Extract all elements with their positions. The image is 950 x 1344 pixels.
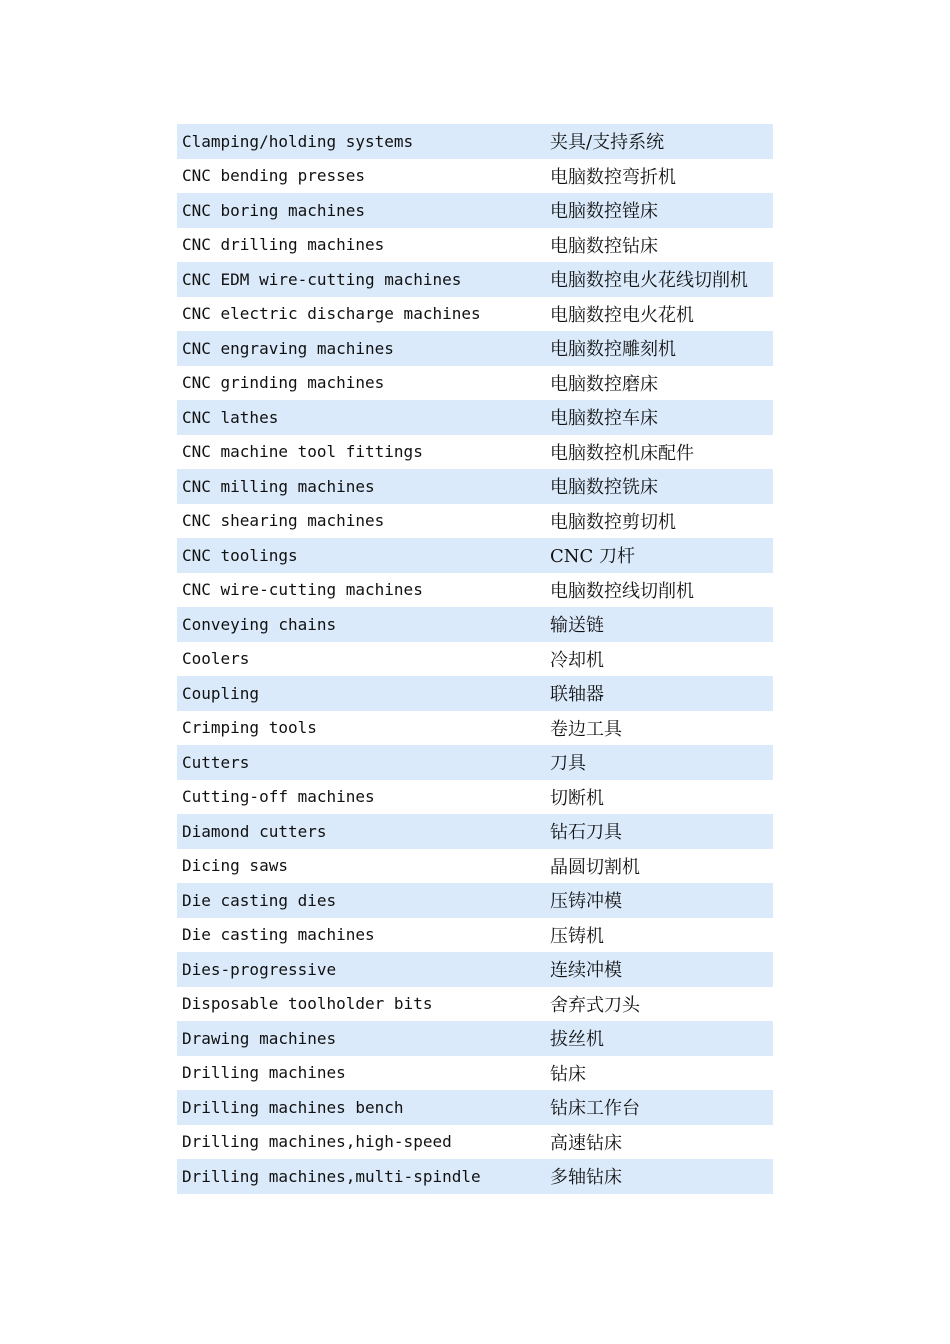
- english-term: Coolers: [182, 649, 250, 669]
- chinese-term: 多轴钻床: [550, 1167, 622, 1189]
- table-row: [177, 745, 773, 780]
- table-row: [177, 124, 773, 159]
- chinese-term: 高速钻床: [550, 1132, 622, 1154]
- english-term: Die casting machines: [182, 925, 375, 945]
- table-row: [177, 331, 773, 366]
- english-term: Drilling machines,high-speed: [182, 1132, 452, 1152]
- english-term: CNC wire-cutting machines: [182, 580, 423, 600]
- english-term: CNC shearing machines: [182, 511, 385, 531]
- table-row: [177, 1021, 773, 1056]
- table-row: [177, 297, 773, 332]
- chinese-term: 电脑数控线切削机: [550, 580, 694, 602]
- table-row: [177, 193, 773, 228]
- table-row: [177, 711, 773, 746]
- english-term: Drilling machines,multi-spindle: [182, 1166, 481, 1186]
- english-term: CNC drilling machines: [182, 235, 385, 255]
- chinese-term: 电脑数控车床: [550, 408, 658, 430]
- table-row: [177, 918, 773, 953]
- table-row: [177, 987, 773, 1022]
- english-term: Coupling: [182, 683, 260, 703]
- table-row: [177, 400, 773, 435]
- chinese-term: 晶圆切割机: [550, 856, 640, 878]
- chinese-term: 拔丝机: [550, 1029, 604, 1051]
- chinese-term: CNC 刀杆: [550, 546, 636, 568]
- english-term: CNC electric discharge machines: [182, 304, 481, 324]
- english-term: Die casting dies: [182, 890, 337, 910]
- english-term: CNC bending presses: [182, 166, 366, 186]
- chinese-term: 切断机: [550, 787, 604, 809]
- chinese-term: 电脑数控弯折机: [550, 166, 676, 188]
- english-term: CNC milling machines: [182, 476, 375, 496]
- table-row: [177, 849, 773, 884]
- chinese-term: 钻床: [550, 1063, 586, 1085]
- table-row: [177, 469, 773, 504]
- chinese-term: 输送链: [550, 615, 604, 637]
- table-row: [177, 1056, 773, 1091]
- chinese-term: 电脑数控钻床: [550, 235, 658, 257]
- chinese-term: 电脑数控机床配件: [550, 442, 694, 464]
- english-term: Crimping tools: [182, 718, 317, 738]
- english-term: Drilling machines: [182, 1063, 346, 1083]
- english-term: Diamond cutters: [182, 821, 327, 841]
- table-row: [177, 1125, 773, 1160]
- chinese-term: 夹具/支持系统: [550, 132, 665, 154]
- chinese-term: 联轴器: [550, 684, 604, 706]
- english-term: Clamping/holding systems: [182, 131, 414, 151]
- table-row: [177, 504, 773, 539]
- english-term: Cutting-off machines: [182, 787, 375, 807]
- chinese-term: 压铸冲模: [550, 891, 622, 913]
- english-term: CNC machine tool fittings: [182, 442, 423, 462]
- table-row: [177, 952, 773, 987]
- table-row: [177, 883, 773, 918]
- table-row: [177, 262, 773, 297]
- chinese-term: 连续冲模: [550, 960, 622, 982]
- english-term: Conveying chains: [182, 614, 337, 634]
- chinese-term: 电脑数控剪切机: [550, 511, 676, 533]
- table-row: [177, 780, 773, 815]
- chinese-term: 冷却机: [550, 649, 604, 671]
- table-row: [177, 573, 773, 608]
- table-row: [177, 538, 773, 573]
- chinese-term: 电脑数控雕刻机: [550, 339, 676, 361]
- table-row: [177, 607, 773, 642]
- glossary-table: [177, 124, 773, 1194]
- english-term: Dies-progressive: [182, 959, 337, 979]
- chinese-term: 卷边工具: [550, 718, 622, 740]
- chinese-term: 电脑数控镗床: [550, 201, 658, 223]
- chinese-term: 电脑数控铣床: [550, 477, 658, 499]
- chinese-term: 电脑数控电火花线切削机: [550, 270, 748, 292]
- table-row: [177, 642, 773, 677]
- english-term: Cutters: [182, 752, 250, 772]
- chinese-term: 压铸机: [550, 925, 604, 947]
- chinese-term: 刀具: [550, 753, 586, 775]
- english-term: Drawing machines: [182, 1028, 337, 1048]
- chinese-term: 舍弃式刀头: [550, 994, 640, 1016]
- english-term: CNC grinding machines: [182, 373, 385, 393]
- english-term: Dicing saws: [182, 856, 288, 876]
- english-term: CNC toolings: [182, 545, 298, 565]
- table-row: [177, 366, 773, 401]
- english-term: CNC boring machines: [182, 200, 366, 220]
- table-row: [177, 1090, 773, 1125]
- table-row: [177, 228, 773, 263]
- english-term: CNC engraving machines: [182, 338, 394, 358]
- chinese-term: 钻床工作台: [550, 1098, 640, 1120]
- table-row: [177, 435, 773, 470]
- english-term: CNC EDM wire-cutting machines: [182, 269, 462, 289]
- table-row: [177, 1159, 773, 1194]
- english-term: Disposable toolholder bits: [182, 994, 433, 1014]
- table-row: [177, 159, 773, 194]
- chinese-term: 电脑数控磨床: [550, 373, 658, 395]
- table-row: [177, 814, 773, 849]
- english-term: CNC lathes: [182, 407, 279, 427]
- table-row: [177, 676, 773, 711]
- chinese-term: 钻石刀具: [550, 822, 622, 844]
- english-term: Drilling machines bench: [182, 1097, 404, 1117]
- chinese-term: 电脑数控电火花机: [550, 304, 694, 326]
